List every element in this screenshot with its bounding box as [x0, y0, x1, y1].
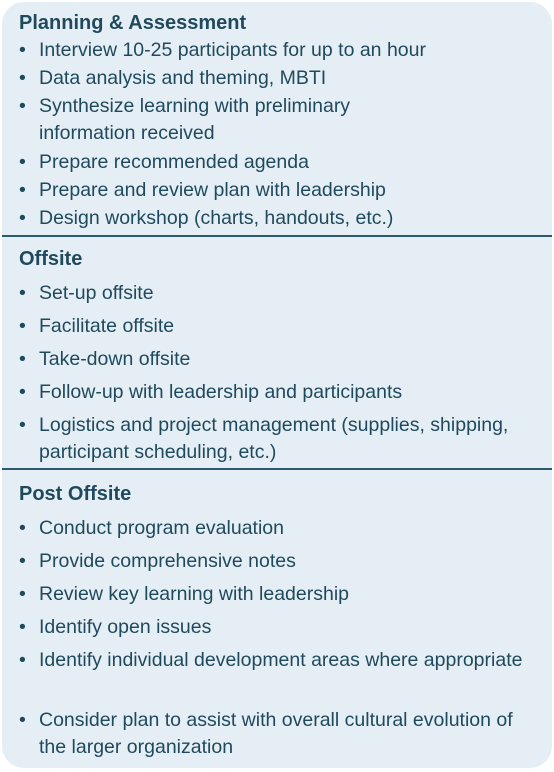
- bullet-icon: •: [19, 207, 26, 229]
- bullet-icon: •: [19, 517, 26, 539]
- bullet-icon: •: [19, 67, 26, 89]
- bullet-icon: •: [19, 583, 26, 605]
- list-item: • Interview 10-25 participants for up to an hour: [19, 37, 539, 64]
- bullet-icon: •: [19, 649, 26, 671]
- bullet-icon: •: [19, 616, 26, 638]
- list-item: • Set-up offsite: [19, 280, 539, 307]
- bullet-icon: •: [19, 95, 26, 117]
- list-item: • Provide comprehensive notes: [19, 548, 539, 575]
- list-item: • Data analysis and theming, MBTI: [19, 65, 539, 92]
- section-divider: [2, 468, 552, 470]
- bullet-icon: •: [19, 315, 26, 337]
- list-item: • Facilitate offsite: [19, 313, 539, 340]
- bullet-icon: •: [19, 179, 26, 201]
- bullet-icon: •: [19, 709, 26, 731]
- list-item: • Design workshop (charts, handouts, etc.): [19, 205, 539, 232]
- section-title: Planning & Assessment: [19, 12, 247, 34]
- bullet-icon: •: [19, 282, 26, 304]
- list-item: • Consider plan to assist with overall cultural evolution of the larger organization: [19, 709, 513, 758]
- list-item: • Conduct program evaluation: [19, 515, 539, 542]
- list-item: • Logistics and project management (supplies, shipping, participant scheduling, etc.): [19, 414, 509, 463]
- list-item: • Follow-up with leadership and participants: [19, 379, 539, 406]
- bullet-icon: •: [19, 151, 26, 173]
- section-title: Offsite: [19, 248, 83, 270]
- bullet-icon: •: [19, 348, 26, 370]
- section-title: Post Offsite: [19, 483, 132, 505]
- list-item: • Take-down offsite: [19, 346, 539, 373]
- bullet-icon: •: [19, 414, 26, 436]
- services-card: [2, 2, 552, 768]
- list-item: • Review key learning with leadership: [19, 581, 539, 608]
- list-item: • Prepare and review plan with leadership: [19, 177, 539, 204]
- bullet-icon: •: [19, 550, 26, 572]
- list-item: • Synthesize learning with preliminary information received: [19, 95, 351, 144]
- section-divider: [2, 235, 552, 237]
- list-item: • Identify individual development areas where appropriate: [19, 647, 539, 674]
- bullet-icon: •: [19, 381, 26, 403]
- list-item: • Identify open issues: [19, 614, 539, 641]
- bullet-icon: •: [19, 39, 26, 61]
- list-item: • Prepare recommended agenda: [19, 149, 539, 176]
